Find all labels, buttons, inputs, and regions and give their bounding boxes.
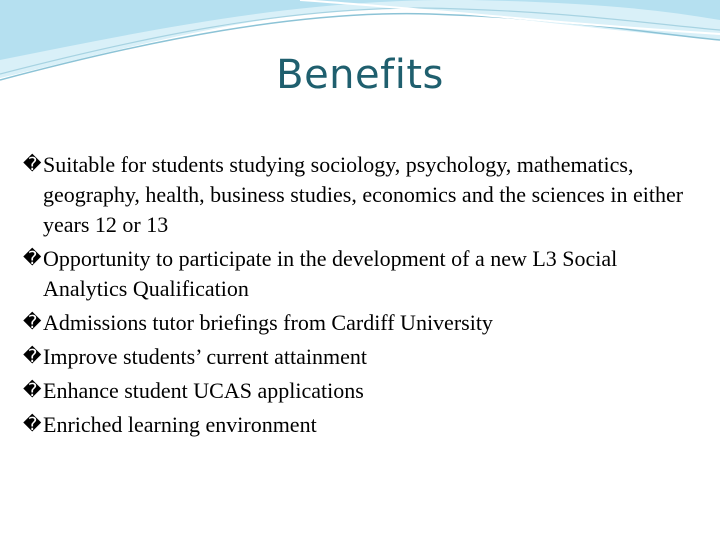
bullet-text: Suitable for students studying sociology, psychology, mathematics, geography, health, business studies, economics and the sciences in either years 12 or 13 [43, 152, 684, 237]
bullet-item [23, 410, 703, 440]
slide-title: Benefits [276, 52, 444, 98]
bullet-item [23, 342, 703, 372]
bullet-text: Enriched learning environment [43, 412, 317, 437]
bullet-marker-icon: � [23, 154, 42, 175]
bullet-text: Admissions tutor briefings from Cardiff University [43, 310, 493, 335]
bullet-text: Opportunity to participate in the development of a new L3 Social Analytics Qualification [43, 246, 618, 301]
bullet-marker-icon: � [23, 248, 42, 269]
bullet-marker-icon: � [23, 380, 42, 401]
bullet-item [23, 308, 703, 338]
bullet-marker-icon: � [23, 312, 42, 333]
bullet-marker-icon: � [23, 346, 42, 367]
bullet-item [23, 376, 703, 406]
bullet-text: Improve students’ current attainment [43, 344, 367, 369]
bullet-item [23, 244, 703, 304]
bullet-list [23, 150, 703, 444]
bullet-item [23, 150, 703, 240]
bullet-text: Enhance student UCAS applications [43, 378, 364, 403]
bullet-marker-icon: � [23, 414, 42, 435]
